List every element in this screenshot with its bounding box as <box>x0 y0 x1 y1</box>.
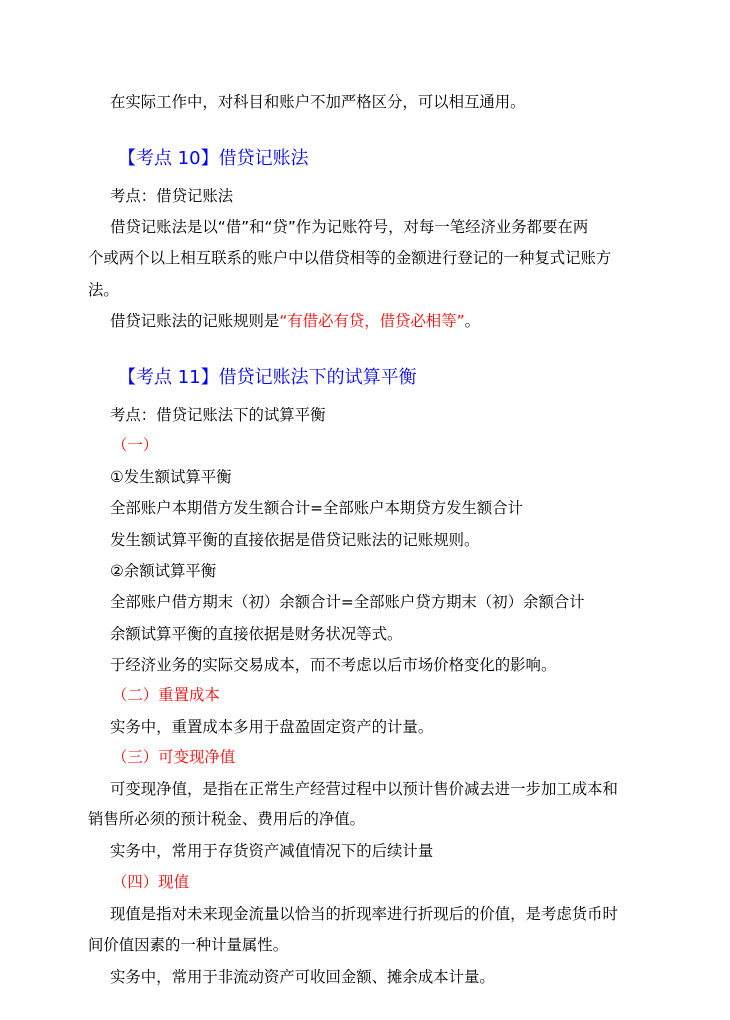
subheading: （四）现值 <box>112 873 189 891</box>
text: 借贷记账法的记账规则是 <box>110 312 280 330</box>
paragraph <box>110 311 480 331</box>
paragraph: 实务中，重置成本多用于盘盈固定资产的计量。 <box>110 718 434 736</box>
paragraph: 余额试算平衡的直接依据是财务状况等式。 <box>110 625 403 643</box>
subheading: （二）重置成本 <box>112 686 220 704</box>
paragraph: 销售所必须的预计税金、费用后的净值。 <box>88 810 366 828</box>
subheading: （三）可变现净值 <box>112 748 236 766</box>
highlight-text: “有借必有贷，借贷必相等” <box>279 312 465 330</box>
paragraph: 在实际工作中，对科目和账户不加严格区分，可以相互通用。 <box>110 93 526 111</box>
subheading: （一） <box>112 436 159 454</box>
paragraph: 全部账户本期借方发生额合计=全部账户本期贷方发生额合计 <box>110 499 524 517</box>
paragraph: 现值是指对未来现金流量以恰当的折现率进行折现后的价值，是考虑货币时 <box>110 905 618 923</box>
paragraph: 全部账户借方期末（初）余额合计=全部账户贷方期末（初）余额合计 <box>110 593 585 611</box>
section-heading-10: 【考点 10】借贷记账法 <box>118 148 309 169</box>
paragraph: 实务中，常用于存货资产减值情况下的后续计量 <box>110 842 434 860</box>
paragraph: 法。 <box>88 281 119 299</box>
paragraph: 实务中，常用于非流动资产可收回金额、摊余成本计量。 <box>110 968 495 986</box>
paragraph: 借贷记账法是以“借”和“贷”作为记账符号，对每一笔经济业务都要在两 <box>110 218 589 236</box>
paragraph: 发生额试算平衡的直接依据是借贷记账法的记账规则。 <box>110 531 480 549</box>
paragraph: 考点：借贷记账法下的试算平衡 <box>110 406 326 424</box>
section-heading-11: 【考点 11】借贷记账法下的试算平衡 <box>118 367 417 388</box>
paragraph: ②余额试算平衡 <box>110 562 217 580</box>
paragraph: 于经济业务的实际交易成本，而不考虑以后市场价格变化的影响。 <box>110 656 557 674</box>
paragraph: 间价值因素的一种计量属性。 <box>88 936 289 954</box>
paragraph: 个或两个以上相互联系的账户中以借贷相等的金额进行登记的一种复式记账方 <box>88 249 612 267</box>
paragraph: 考点：借贷记账法 <box>110 187 234 205</box>
text: 。 <box>464 312 480 330</box>
paragraph: ①发生额试算平衡 <box>110 468 232 486</box>
paragraph: 可变现净值，是指在正常生产经营过程中以预计售价减去进一步加工成本和 <box>110 780 618 798</box>
